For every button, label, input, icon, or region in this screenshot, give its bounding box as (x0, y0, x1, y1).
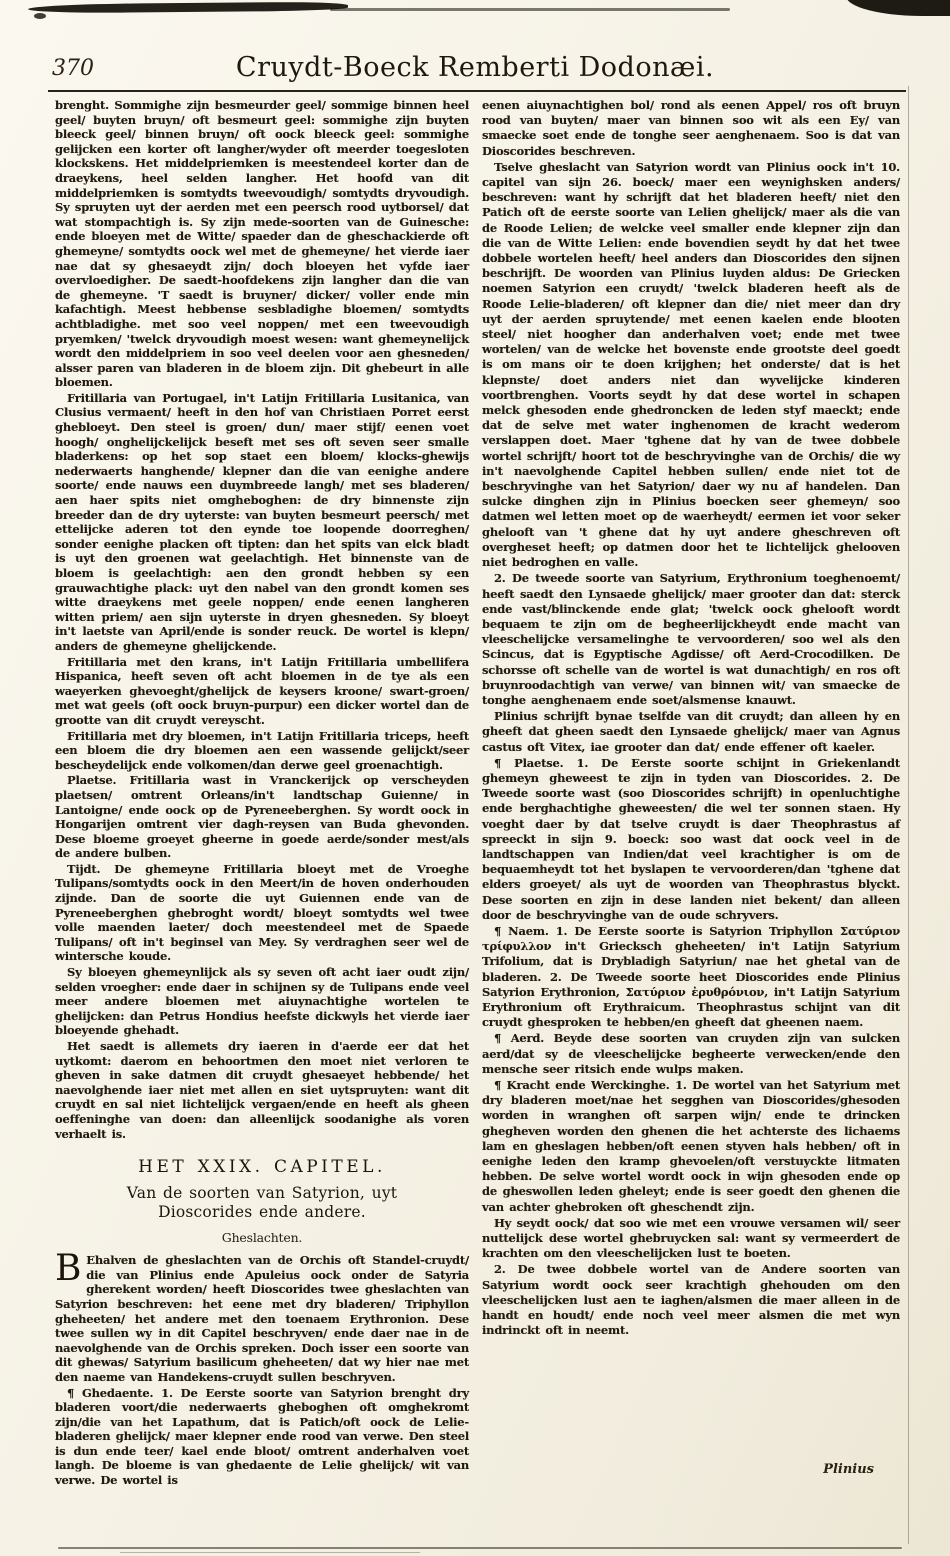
page-header-title: Cruydt-Boeck Remberti Dodonæi. (235, 52, 715, 83)
paragraph: ¶ Plaetse. 1. De Eerste soorte schijnt in Griekenlandt ghemeyn gheweest te zijn in tyden van Dioscorides. 2. De Tweede soorte wast (soo Dioscorides schrijft) in openluchtighe ende berghachtighe gheweesten/ die wel ter sonnen staen. Hy voeght daer by dat tselve cruydt is daer Theophrastus af spreeckt in sijn 9. boeck: soo wast dat oock veel in de landtschappen van Indien/dat veel krachtigher is om de bequaemheydt tot het byslapen te vervoorderen/dan 'tghene dat elders groeyet/ als uyt de woorden van Theophrastus blyckt. Dese soorten en zijn in dese landen niet bekent/ dan alleen door de beschryvinghe van de oude schryvers. (482, 755, 900, 922)
scan-edge-artifact (28, 2, 348, 14)
header-rule (48, 90, 906, 92)
paragraph: Fritillaria met den krans, in't Latijn Fritillaria umbellifera Hispanica, heeft seven oft acht bloemen in de tye als een waeyerken ghevoeght/ghelijck de keysers kroone/ swart-groen/ met wat geels (oft oock bruyn-purpur) een dicker wortel dan de grootte van dit cruydt vereyscht. (55, 654, 469, 727)
catchword: Plinius (823, 1462, 874, 1477)
scan-edge-artifact (846, 0, 950, 16)
paragraph: Hy seydt oock/ dat soo wie met een vrouwe versamen wil/ seer nuttelijck dese wortel ghebruycken sal: want sy vermeerdert de krachten om den vleeschelijcken lust te boeten. (482, 1215, 900, 1261)
paragraph: Het saedt is allemets dry iaeren in d'aerde eer dat het uytkomt: daerom en behoortmen den moet niet verloren te gheven in sake datmen dit cruydt ghesaeyet hebbende/ het naevolghende iaer niet met allen en siet uytspruyten: want dit cruydt en sal niet lichtelijck vergaen/ende en heeft als gheen oeffeninghe van doen: dan alleenlijck soodanighe als voren verhaelt is. (55, 1039, 469, 1141)
section-label: Gheslachten. (221, 1230, 303, 1246)
paragraph: eenen aiuynachtighen bol/ rond als eenen Appel/ ros oft bruyn rood van buyten/ maer van binnen soo wit als een Ey/ van smaecke soet ende de tonghe seer aenghenaem. Soo is dat van Dioscorides beschreven. (482, 98, 900, 158)
page-edge-line (908, 86, 909, 1544)
paragraph: 2. De tweede soorte van Satyrium, Erythronium toeghenoemt/ heeft saedt den Lynsaede ghelijck/ maer grooter dan dat: sterck ende vast/blinckende ende glat; 'twelck oock ghelooft wordt bequaem te zijn om de begheerlijckheydt ende macht van vleeschelijcke versamelinghe te vervoorderen/ soo wel als den Scincus, dat is Egyptische Agdisse/ oft Aerd-Crocodilken. De schorsse oft schelle van de wortel is wat dunachtigh/ en ros oft bruynroodachtigh van verwe/ van binnen wit/ van smaecke de tonghe aenghenaem ende soet/alsmense knauwt. (482, 571, 900, 707)
paragraph: Tijdt. De ghemeyne Fritillaria bloeyt met de Vroeghe Tulipans/somtydts oock in den Meert/in de hoven onderhouden zijnde. Dan de soorte die uyt Guiennen ende van de Pyreneeberghen ghebroght wordt/ bloeyt somtydts wel twee volle maenden laeter/ doch meestendeel met de Spaede Tulipans/ oft in't beginsel van Mey. Sy verdraghen seer wel de wintersche koude. (55, 861, 469, 964)
paragraph: Sy bloeyen ghemeynlijck als sy seven oft acht iaer oudt zijn/ selden vroegher: ende daer in schijnen sy de Tulipans ende veel meer andere bloemen met aiuynachtighe wortelen te ghelijcken: dan Petrus Hondius heefste dickwyls het vierde iaer bloeyende ghehadt. (55, 965, 469, 1038)
paragraph: Fritillaria van Portugael, in't Latijn Fritillaria Lusitanica, van Clusius vermaent/ heeft in den hof van Christiaen Porret eerst ghebloeyt. Den steel is groen/ dun/ maer stijf/ eenen voet hoogh/ onghelijckelijck beseft met ses oft seven seer smalle bladerkens: op het sop staet een bloem/ klocks-ghewijs nederwaerts hanghende/ klepner dan die van eenighe andere soorte/ ende nauws een duymbreede langh/ met ses bladeren/ aen haer spits niet omgheboghen: de dry binnenste zijn breeder dan de dry uyterste: van buyten besmeurt peersch/ met ettelijcke aderen tot den eynde toe loopende doorreghen/ sonder eenighe placken oft tipten: dan het spits van elck bladt is uyt den groenen wat geelachtigh. Het binnenste van de bloem is geelachtigh: aen den grondt hebben sy een grauwachtighe plack: uyt den nabel van den grondt komen ses witte draeykens met geele noppen/ ende eenen langheren witten priem/ aen sijn uyterste in dryen ghesneden. Sy bloeyt in't laetste van April/ende is sonder reuck. De wortel is klepn/ anders de ghemeyne ghelijckende. (55, 390, 469, 653)
page-number: 370 (52, 56, 94, 81)
scan-edge-artifact (120, 1552, 420, 1553)
paragraph: brenght. Sommighe zijn besmeurder geel/ sommige binnen heel geel/ buyten bruyn/ oft besmeurt geel: sommighe zijn buyten bleeck geel/ binnen bruyn/ oft oock bleeck geel: sommighe gelijcken een korter oft langher/wyder oft meerder toegesloten klockskens. Het middelpriemken is meestendeel korter dan de draeykens, heel selden langher. Het hoofd van dit middelpriemken is somtydts tweevoudigh/ somtydts dryvoudigh. Sy spruyten uyt der aerden met een peersch rood uytborsel/ dat wat stompachtigh is. Sy zijn mede-soorten van de Guinesche: ende bloeyen met de Witte/ spaeder dan de gheschackierde oft ghemeyne/ somtydts oock wel met de ghemeyne/ het vierde iaer nae dat sy ghesaeydt zijn/ doch bloeyen het vyfde iaer overvloedigher. De saedt-hoofdekens zijn langher dan die van de ghemeyne. 'T saedt is bruyner/ dicker/ voller ende min kafachtigh. Meest hebbense sesbladighe bloemen/ somtydts achtbladighe. met soo veel noppen/ met een tweevoudigh pryemken/ 'twelck dryvoudigh moest wesen: want ghemeynelijck wordt den middelpriem in soo veel deelen voor aen ghesneden/ alsser paren van bladeren in de bloem zijn. Dit ghebeurt in alle bloemen. (55, 98, 469, 390)
opening-text: Ehalven de gheslachten van de Orchis oft Standel-cruydt/ die van Plinius ende Apuleius oock onder de Satyria gherekent worden/ heeft Dioscorides twee gheslachten van Satyrion beschreven: het eene met dry bladeren/ Triphyllon gheheeten/ het andere met den toenaem Erythronion. Dese twee sullen wy in dit Capitel beschryven/ ende daer nae in de naevolghende van de Orchis spreken. Doch isser een soorte van dit ghewas/ Satyrium basilicum gheheeten/ dat wy hier nae met den naeme van Handekens-cruydt sullen beschryven. (55, 1253, 469, 1384)
opening-paragraph (55, 1248, 469, 1384)
paragraph: 2. De twee dobbele wortel van de Andere soorten van Satyrium wordt oock seer krachtigh ghehouden om den vleeschelijcken lust aen te iaghen/alsmen die maer alleen in de handt en houdt/ ende noch veel meer alsmen die met wyn indrinckt oft in neemt. (482, 1262, 900, 1338)
paragraph: ¶ Aerd. Beyde dese soorten van cruyden zijn van sulcken aerd/dat sy de vleeschelijcke begheerte verwecken/ende den mensche seer ritsich ende wulps maken. (482, 1031, 900, 1076)
paragraph: Tselve gheslacht van Satyrion wordt van Plinius oock in't 10. capitel van sijn 26. boeck/ maer een weynighsken anders/ beschreven: want hy schrijft dat het bladeren heeft/ niet den Patich oft de eerste soorte van Lelien ghelijck/ maer als die van de Roode Lelien; de welcke veel smaller ende klepner zijn dan die van de Witte Lelien: ende bovendien seydt hy dat het twee dobbele wortelen heeft/ heel anders dan Dioscorides den sijnen beschrijft. De woorden van Plinius luyden aldus: De Griecken noemen Satyrion een cruydt/ 'twelck bladeren heeft als de Roode Lelie-bladeren/ oft klepner dan die/ niet meer dan dry uyt der aerden spruytende/ met eenen kaelen ende blooten steel/ niet hoogher dan anderhalven voet; ende met twee wortelen/ van de welcke het bovenste ende grootste deel goedt is om mans oir te doen krijghen; het onderste/ dat is het klepnste/ doet anders niet dan wyvelijcke kinderen voortbrenghen. Voorts seydt hy dat dese wortel in schapen melck ghesoden ende ghedroncken de leden styf maeckt; ende dat de selve met water inghenomen de kracht wederom verslappen doet. Maer 'tghene dat hy van de twee dobbele wortel schrijft/ hoort tot de beschryvinghe van de Orchis/ die wy in't naevolghende Capitel hebben sullen/ ende niet tot de beschryvinghe van het Satyrion/ daer wy nu af handelen. Dan sulcke dinghen zijn in Plinius boecken seer ghemeyn/ soo datmen wel letten moet op de waerheydt/ eermen iet voor seker ghelooft van 't ghene dat hy uyt andere gheschreven oft overgheset heeft; op datmen door het te lichtelijck ghelooven niet bedroghen en valle. (482, 159, 900, 570)
scan-edge-artifact (330, 8, 730, 11)
drop-cap: B (55, 1248, 82, 1290)
paragraph: Fritillaria met dry bloemen, in't Latijn Fritillaria triceps, heeft een bloem die dry bloemen aen een wassende gelijckt/seer bescheydelijck ende volkomen/dan derwe geel groenachtigh. (55, 728, 469, 772)
paragraph: ¶ Naem. 1. De Eerste soorte is Satyrion Triphyllon Σατύριον τρίφυλλον in't Griecksch gheheeten/ in't Latijn Satyrium Trifolium, dat is Drybladigh Satyriun/ nae het ghetal van de bladeren. 2. De Tweede soorte heet Dioscorides ende Plinius Satyrion Erythronion, Σατύριον ἐρυθρόνιον, in't Latijn Satyrium Erythronium oft Erythraicum. Theophrastus schijnt van dit cruydt ghesproken te hebben/en gheeft dat gheenen naem. (482, 923, 900, 1030)
paragraph: ¶ Kracht ende Werckinghe. 1. De wortel van het Satyrium met dry bladeren moet/nae het segghen van Dioscorides/ghesoden worden in wranghen oft sarpen wijn/ ende te drincken ghegheven worden den ghenen die het achterste des lichaems lam en gheslagen hebben/oft eenen styven hals hebben/ oft in eenighe leden den kramp ghevoelen/oft verstuyckte litmaten hebben. De selve wortel wordt oock in wijn ghesoden ende op de gheswollen leden gheleyt; ende is seer goedt den ghenen die van achter ghebroken oft gheschendt zijn. (482, 1078, 900, 1214)
chapter-heading: HET XXIX. CAPITEL. (138, 1157, 386, 1178)
right-column (482, 98, 900, 1339)
scan-edge-artifact (58, 1547, 902, 1549)
paragraph: Plinius schrijft bynae tselfde van dit cruydt; dan alleen hy en gheeft dat gheen saedt den Lynsaede ghelijck/ maer van Agnus castus oft Vitex, iae grooter dan dat/ ende effener oft kaeler. (482, 709, 900, 754)
paragraph: Plaetse. Fritillaria wast in Vranckerijck op verscheyden plaetsen/ omtrent Orleans/in't landtschap Guienne/ in Lantoigne/ ende oock op de Pyreneeberghen. Sy wordt oock in Hongarijen omtrent vier dagh-reysen van Buda ghevonden. Dese bloeme groeyet gheerne in goede aerde/sonder mest/als de andere bulben. (55, 773, 469, 861)
scan-edge-artifact (34, 13, 46, 19)
left-column (55, 98, 469, 1489)
paragraph: ¶ Ghedaente. 1. De Eerste soorte van Satyrion brenght dry bladeren voort/die nederwaerts gheboghen oft omghekromt zijn/die van het Lapathum, dat is Patich/oft oock de Lelie-bladeren ghelijck/ maer klepner ende rood van verwe. Den steel is dun ende teer/ kael ende bloot/ omtrent anderhalven voet langh. De bloeme is van ghedaente de Lelie ghelijck/ wit van verwe. De wortel is (55, 1385, 469, 1488)
chapter-subtitle: Van de soorten van Satyrion, uyt Dioscorides ende andere. (126, 1184, 398, 1222)
